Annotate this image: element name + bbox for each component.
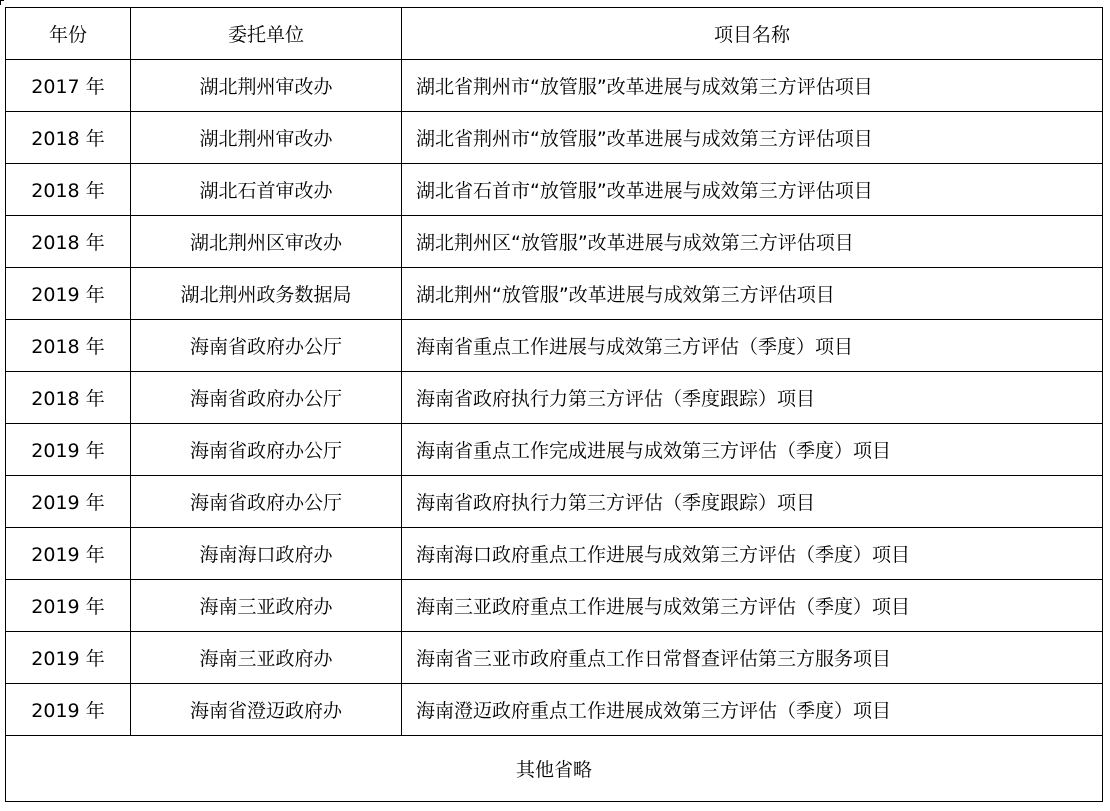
cell-project-name: 海南省三亚市政府重点工作日常督查评估第三方服务项目 [402,632,1103,684]
table-row [6,580,1103,632]
cell-year: 2019 年 [6,476,131,528]
table-row [6,112,1103,164]
cell-client: 海南省澄迈政府办 [131,684,402,736]
table-row [6,60,1103,112]
header-year: 年份 [6,8,131,60]
cell-project-name: 湖北荆州“放管服”改革进展与成效第三方评估项目 [402,268,1103,320]
cell-year: 2018 年 [6,372,131,424]
cell-client: 海南三亚政府办 [131,580,402,632]
cell-year: 2019 年 [6,424,131,476]
cell-year: 2018 年 [6,164,131,216]
table-row [6,684,1103,736]
cell-project-name: 湖北省石首市“放管服”改革进展与成效第三方评估项目 [402,164,1103,216]
cell-client: 海南省政府办公厅 [131,476,402,528]
table-row [6,424,1103,476]
cell-year: 2019 年 [6,684,131,736]
cell-project-name: 海南省政府执行力第三方评估（季度跟踪）项目 [402,372,1103,424]
cell-project-name: 海南三亚政府重点工作进展与成效第三方评估（季度）项目 [402,580,1103,632]
table-row [6,476,1103,528]
table-row [6,268,1103,320]
table-row [6,632,1103,684]
cell-year: 2019 年 [6,580,131,632]
cell-project-name: 湖北省荆州市“放管服”改革进展与成效第三方评估项目 [402,112,1103,164]
table-footer-row [6,736,1103,802]
header-client: 委托单位 [131,8,402,60]
cell-year: 2018 年 [6,112,131,164]
cell-client: 湖北荆州区审改办 [131,216,402,268]
cell-client: 湖北荆州审改办 [131,112,402,164]
cell-client: 湖北石首审改办 [131,164,402,216]
table-row [6,216,1103,268]
header-project-name: 项目名称 [402,8,1103,60]
cell-year: 2017 年 [6,60,131,112]
cell-project-name: 湖北荆州区“放管服”改革进展与成效第三方评估项目 [402,216,1103,268]
cell-project-name: 海南省重点工作完成进展与成效第三方评估（季度）项目 [402,424,1103,476]
table-header-row [6,8,1103,60]
cell-year: 2018 年 [6,216,131,268]
cell-project-name: 海南海口政府重点工作进展与成效第三方评估（季度）项目 [402,528,1103,580]
table-row [6,320,1103,372]
cell-year: 2019 年 [6,632,131,684]
cell-client: 海南省政府办公厅 [131,320,402,372]
cell-project-name: 湖北省荆州市“放管服”改革进展与成效第三方评估项目 [402,60,1103,112]
cell-client: 湖北荆州审改办 [131,60,402,112]
cell-project-name: 海南省政府执行力第三方评估（季度跟踪）项目 [402,476,1103,528]
cell-client: 海南三亚政府办 [131,632,402,684]
cell-year: 2019 年 [6,528,131,580]
footer-note: 其他省略 [6,736,1103,802]
projects-table [5,7,1103,802]
cell-year: 2019 年 [6,268,131,320]
cell-year: 2018 年 [6,320,131,372]
cell-project-name: 海南省重点工作进展与成效第三方评估（季度）项目 [402,320,1103,372]
cell-project-name: 海南澄迈政府重点工作进展成效第三方评估（季度）项目 [402,684,1103,736]
cell-client: 湖北荆州政务数据局 [131,268,402,320]
table-row [6,164,1103,216]
page-corner-mark [0,0,4,5]
table-row [6,528,1103,580]
cell-client: 海南省政府办公厅 [131,424,402,476]
cell-client: 海南省政府办公厅 [131,372,402,424]
table-row [6,372,1103,424]
cell-client: 海南海口政府办 [131,528,402,580]
